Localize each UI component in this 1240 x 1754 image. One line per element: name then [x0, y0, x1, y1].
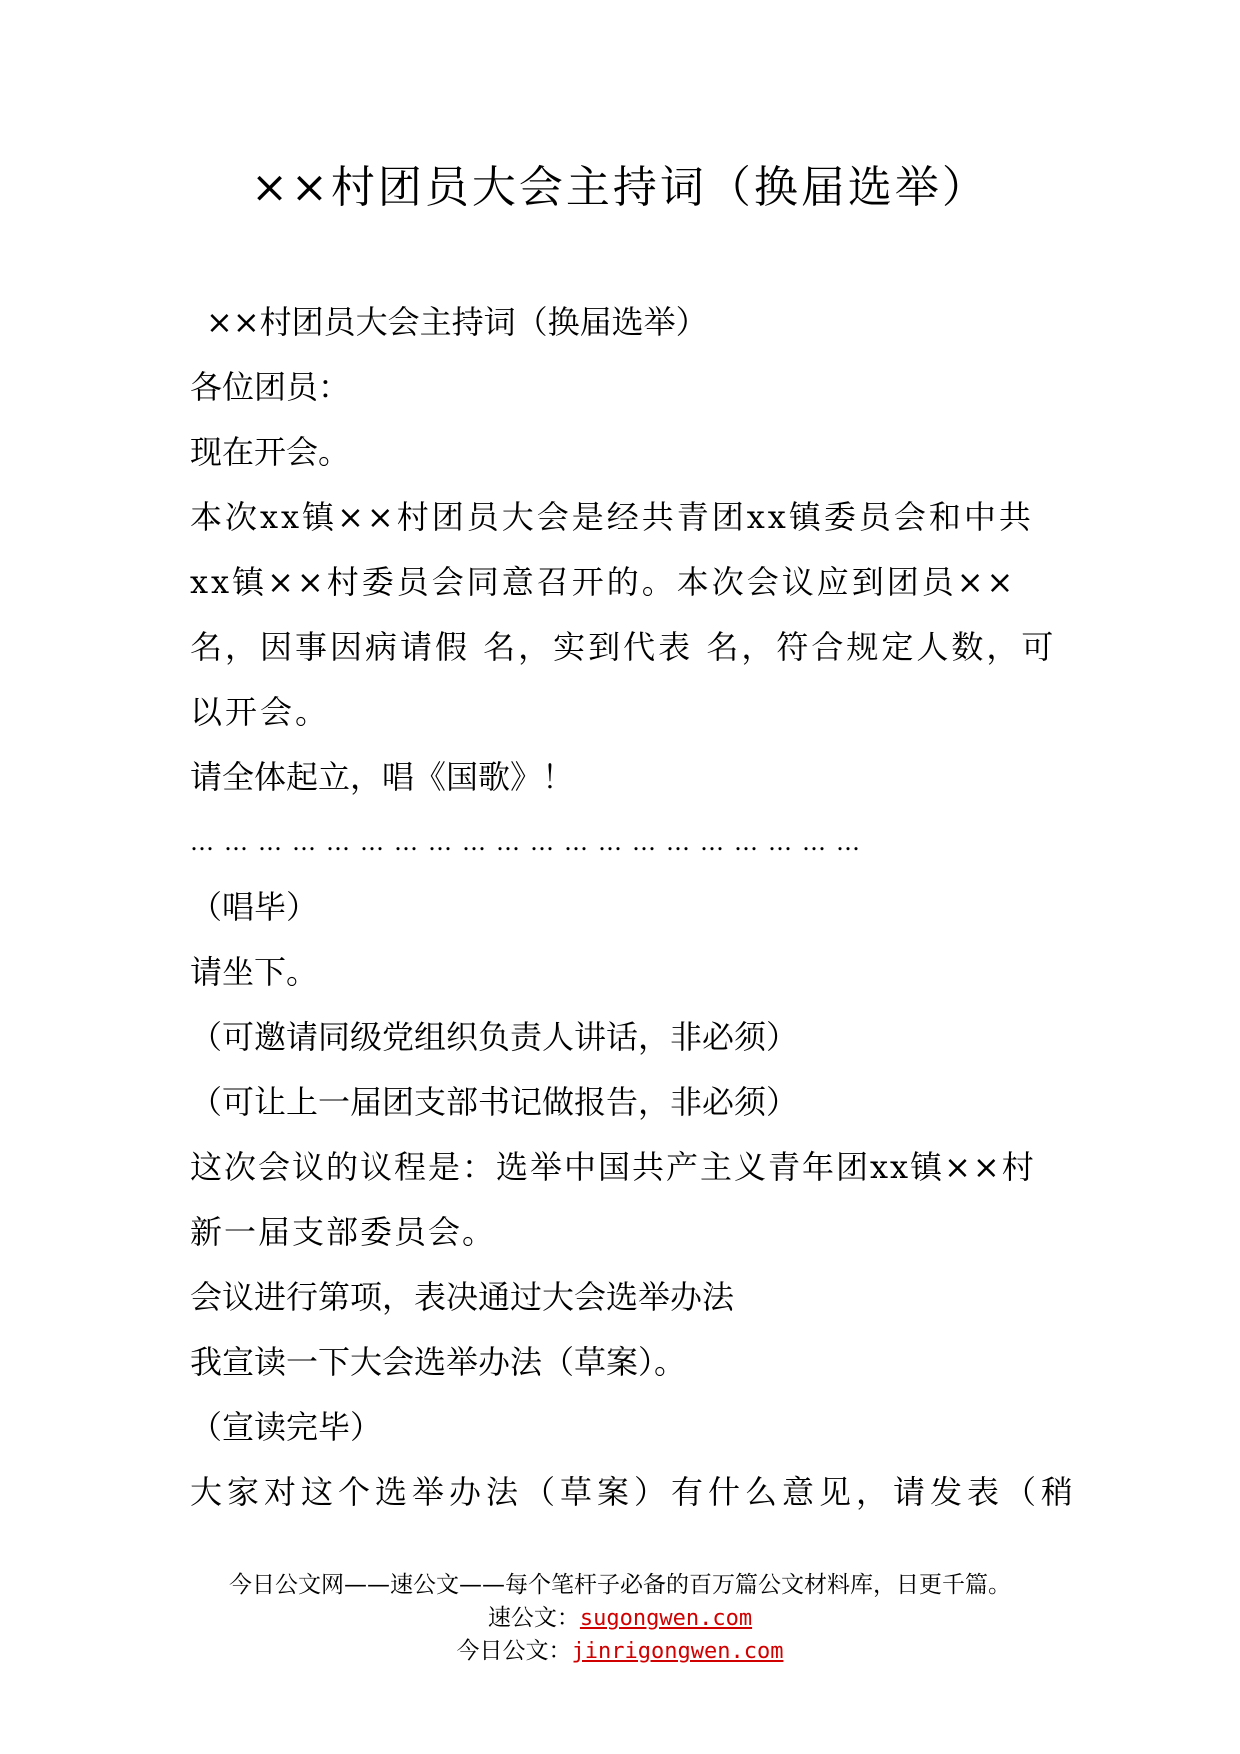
paragraph-sit-down: 请坐下。 [190, 953, 319, 991]
paragraph-read-draft: 我宣读一下大会选举办法（草案）。 [190, 1343, 687, 1381]
footer [0, 1569, 1240, 1668]
paragraph-vote-method: 会议进行第项，表决通过大会选举办法 [190, 1278, 735, 1316]
paragraph-salutation: 各位团员： [190, 368, 351, 406]
paragraph-anthem-end: （唱毕） [190, 888, 319, 926]
document-title: ××村团员大会主持词（换届选举） [251, 162, 989, 213]
paragraph-opinions: 大家对这个选举办法（草案）有什么意见，请发表（稍 [190, 1473, 1079, 1511]
footer-site-1-label: 速公文： [487, 1605, 580, 1631]
paragraph-open-meeting: 现在开会。 [190, 433, 351, 471]
paragraph-agenda: 这次会议的议程是：选举中国共产主义青年团xx镇××村新一届支部委员会。 [190, 1148, 1036, 1251]
paragraph-invite-speech: （可邀请同级党组织负责人讲话，非必须） [190, 1018, 799, 1056]
footer-slogan: 今日公文网——速公文——每个笔杆子必备的百万篇公文材料库，日更千篇。 [229, 1572, 1011, 1598]
dotted-separator: …………………………………………………… [190, 828, 870, 856]
document-body [190, 290, 1079, 1525]
paragraph-subtitle: ××村团员大会主持词（换届选举） [206, 303, 708, 341]
paragraph-report: （可让上一届团支部书记做报告，非必须） [190, 1083, 799, 1121]
footer-site-1-link[interactable]: sugongwen.com [579, 1606, 753, 1631]
footer-site-2-label: 今日公文： [456, 1638, 572, 1664]
paragraph-national-anthem: 请全体起立，唱《国歌》！ [190, 758, 575, 796]
footer-site-1 [0, 1602, 1240, 1635]
paragraph-read-end: （宣读完毕） [190, 1408, 383, 1446]
footer-site-2 [0, 1635, 1240, 1668]
footer-site-2-link[interactable]: jinrigongwen.com [571, 1639, 784, 1664]
paragraph-meeting-info: 本次xx镇××村团员大会是经共青团xx镇委员会和中共xx镇××村委员会同意召开的。本次会议应到团员××名，因事因病请假 名，实到代表 名，符合规定人数，可以开会。 [190, 498, 1057, 731]
